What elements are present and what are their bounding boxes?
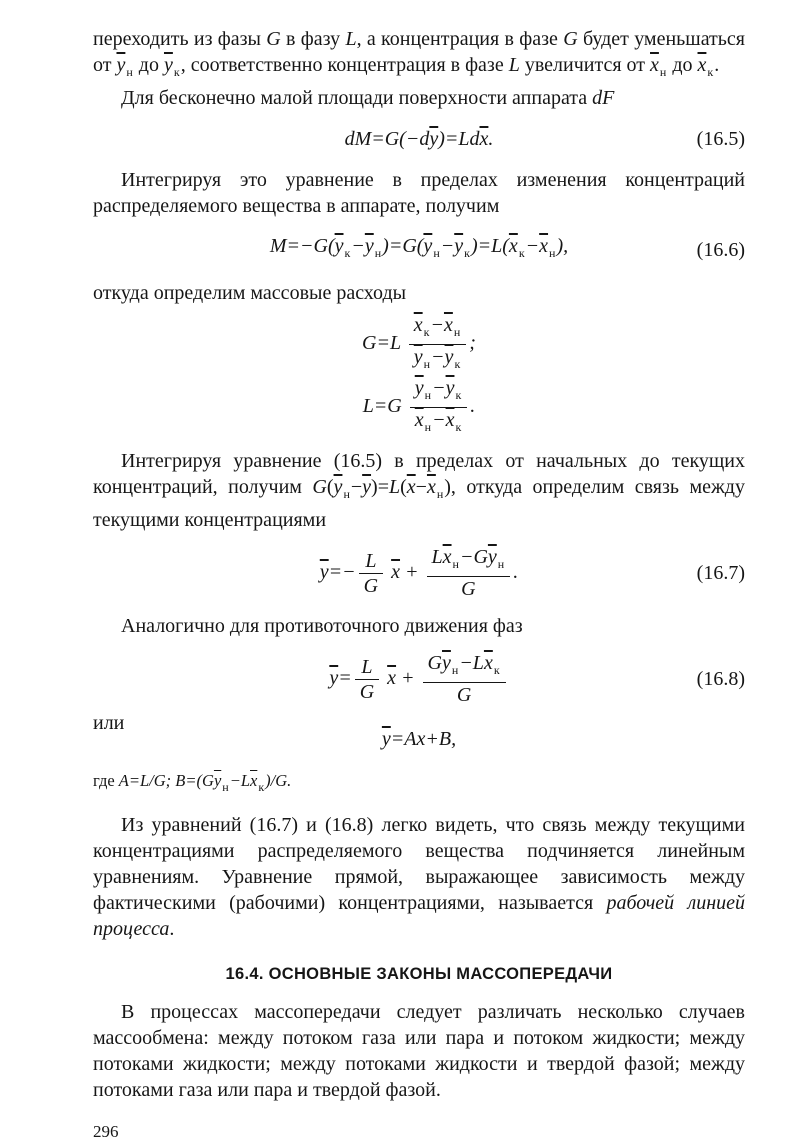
equation-gas-flow	[93, 314, 745, 375]
paragraph-integrating-current: Интегрируя уравнение (16.5) в пределах от начальных до текущих концентраций, получим $G(\overline{y}_н-\overline{y})=L(\overline{x}-\overline{x}_н)$, откуда определим связь между текущими концентрациями	[93, 450, 745, 531]
equation-16-6-body: $M=-G(\overline{y}_к-\overline{y}_н)=G(\overline{y}_н-\overline{y}_к)=L(\overline{x}_к-\overline{x}_н)$,	[269, 235, 569, 260]
paragraph-infinitesimal-area: Для бесконечно малой площади поверхности аппарата dF	[121, 87, 615, 109]
equation-16-7	[93, 546, 745, 600]
paragraph-whence-mass-flows: откуда определим массовые расходы	[93, 282, 407, 304]
paragraph-mass-transfer-cases: В процессах массопередачи следует различать несколько случаев массообмена: между потоком газа или пара и потоком жидкости; между потоками жидкости; между потоками жидкости и твердой фазой; между потоками газа или пара и твердой фазой.	[93, 1001, 745, 1101]
equation-16-8-body: $\overline{y}=$ $\frac{L}{G}$ $\overline{x}$ + $\frac{G\overline{y}_н-L\overline{x}_к}{G}$	[329, 667, 508, 689]
equation-16-7-body: $\overline{y}=-$ $\frac{L}{G}$ $\overline{x}$ + $\frac{L\overline{x}_н-G\overline{y}_н}{G}$ .	[319, 546, 519, 600]
page-number: 296	[93, 1122, 119, 1141]
equation-working-line	[93, 710, 745, 752]
equation-16-8-number: (16.8)	[696, 668, 745, 690]
equation-16-8	[93, 652, 745, 706]
equation-16-5-number: (16.5)	[696, 128, 745, 150]
equation-gas-flow-body: G=L $\frac{\overline{x}_к-\overline{x}_н}{\overline{y}_н-\overline{y}_к}$ ;	[362, 314, 476, 371]
equation-liquid-flow-body: L=G $\frac{\overline{y}_н-\overline{y}_к}{\overline{x}_н-\overline{x}_к}$ .	[362, 377, 476, 434]
or-equation-row	[93, 710, 745, 760]
equation-liquid-flow	[93, 377, 745, 438]
equation-working-line-body: $\overline{y}=Ax+B$,	[381, 728, 457, 750]
paragraph-phase-transition: переходить из фазы G в фазу L, а концентрация в фазе G будет уменьшаться от $\overline{y}_н$ до $\overline{y}_к$, соответственно концентрация в фазе L увеличится от $\overline{x}_н$ до $\overline{x}_к$.	[93, 28, 745, 79]
section-heading: 16.4. ОСНОВНЫЕ ЗАКОНЫ МАССОПЕРЕДАЧИ	[225, 965, 613, 983]
paragraph-linear-relation: Из уравнений (16.7) и (16.8) легко видеть, что связь между текущими концентрациями распределяемого вещества подчиняется линейным уравнениям. Уравнение прямой, выражающее зависимость между фактическими (рабочими) концентрациями, называется рабочей линией процесса.	[93, 814, 745, 940]
where-definition: где A=L/G; $B=(G\overline{y}_н-L\overline{x}_к)/G$.	[93, 771, 292, 794]
paragraph-integrating-limits: Интегрируя это уравнение в пределах изменения концентраций распределяемого вещества в аппарате, получим	[93, 169, 745, 217]
equation-16-7-number: (16.7)	[696, 562, 745, 584]
or-label: или	[93, 712, 125, 734]
equation-16-6-number: (16.6)	[696, 238, 745, 261]
equation-16-5-body: $dM=G(-d\overline{y})=Ld\overline{x}$.	[344, 128, 494, 150]
equation-16-6	[93, 233, 745, 266]
equation-16-5	[93, 126, 745, 152]
paragraph-counterflow: Аналогично для противоточного движения фаз	[121, 615, 523, 637]
